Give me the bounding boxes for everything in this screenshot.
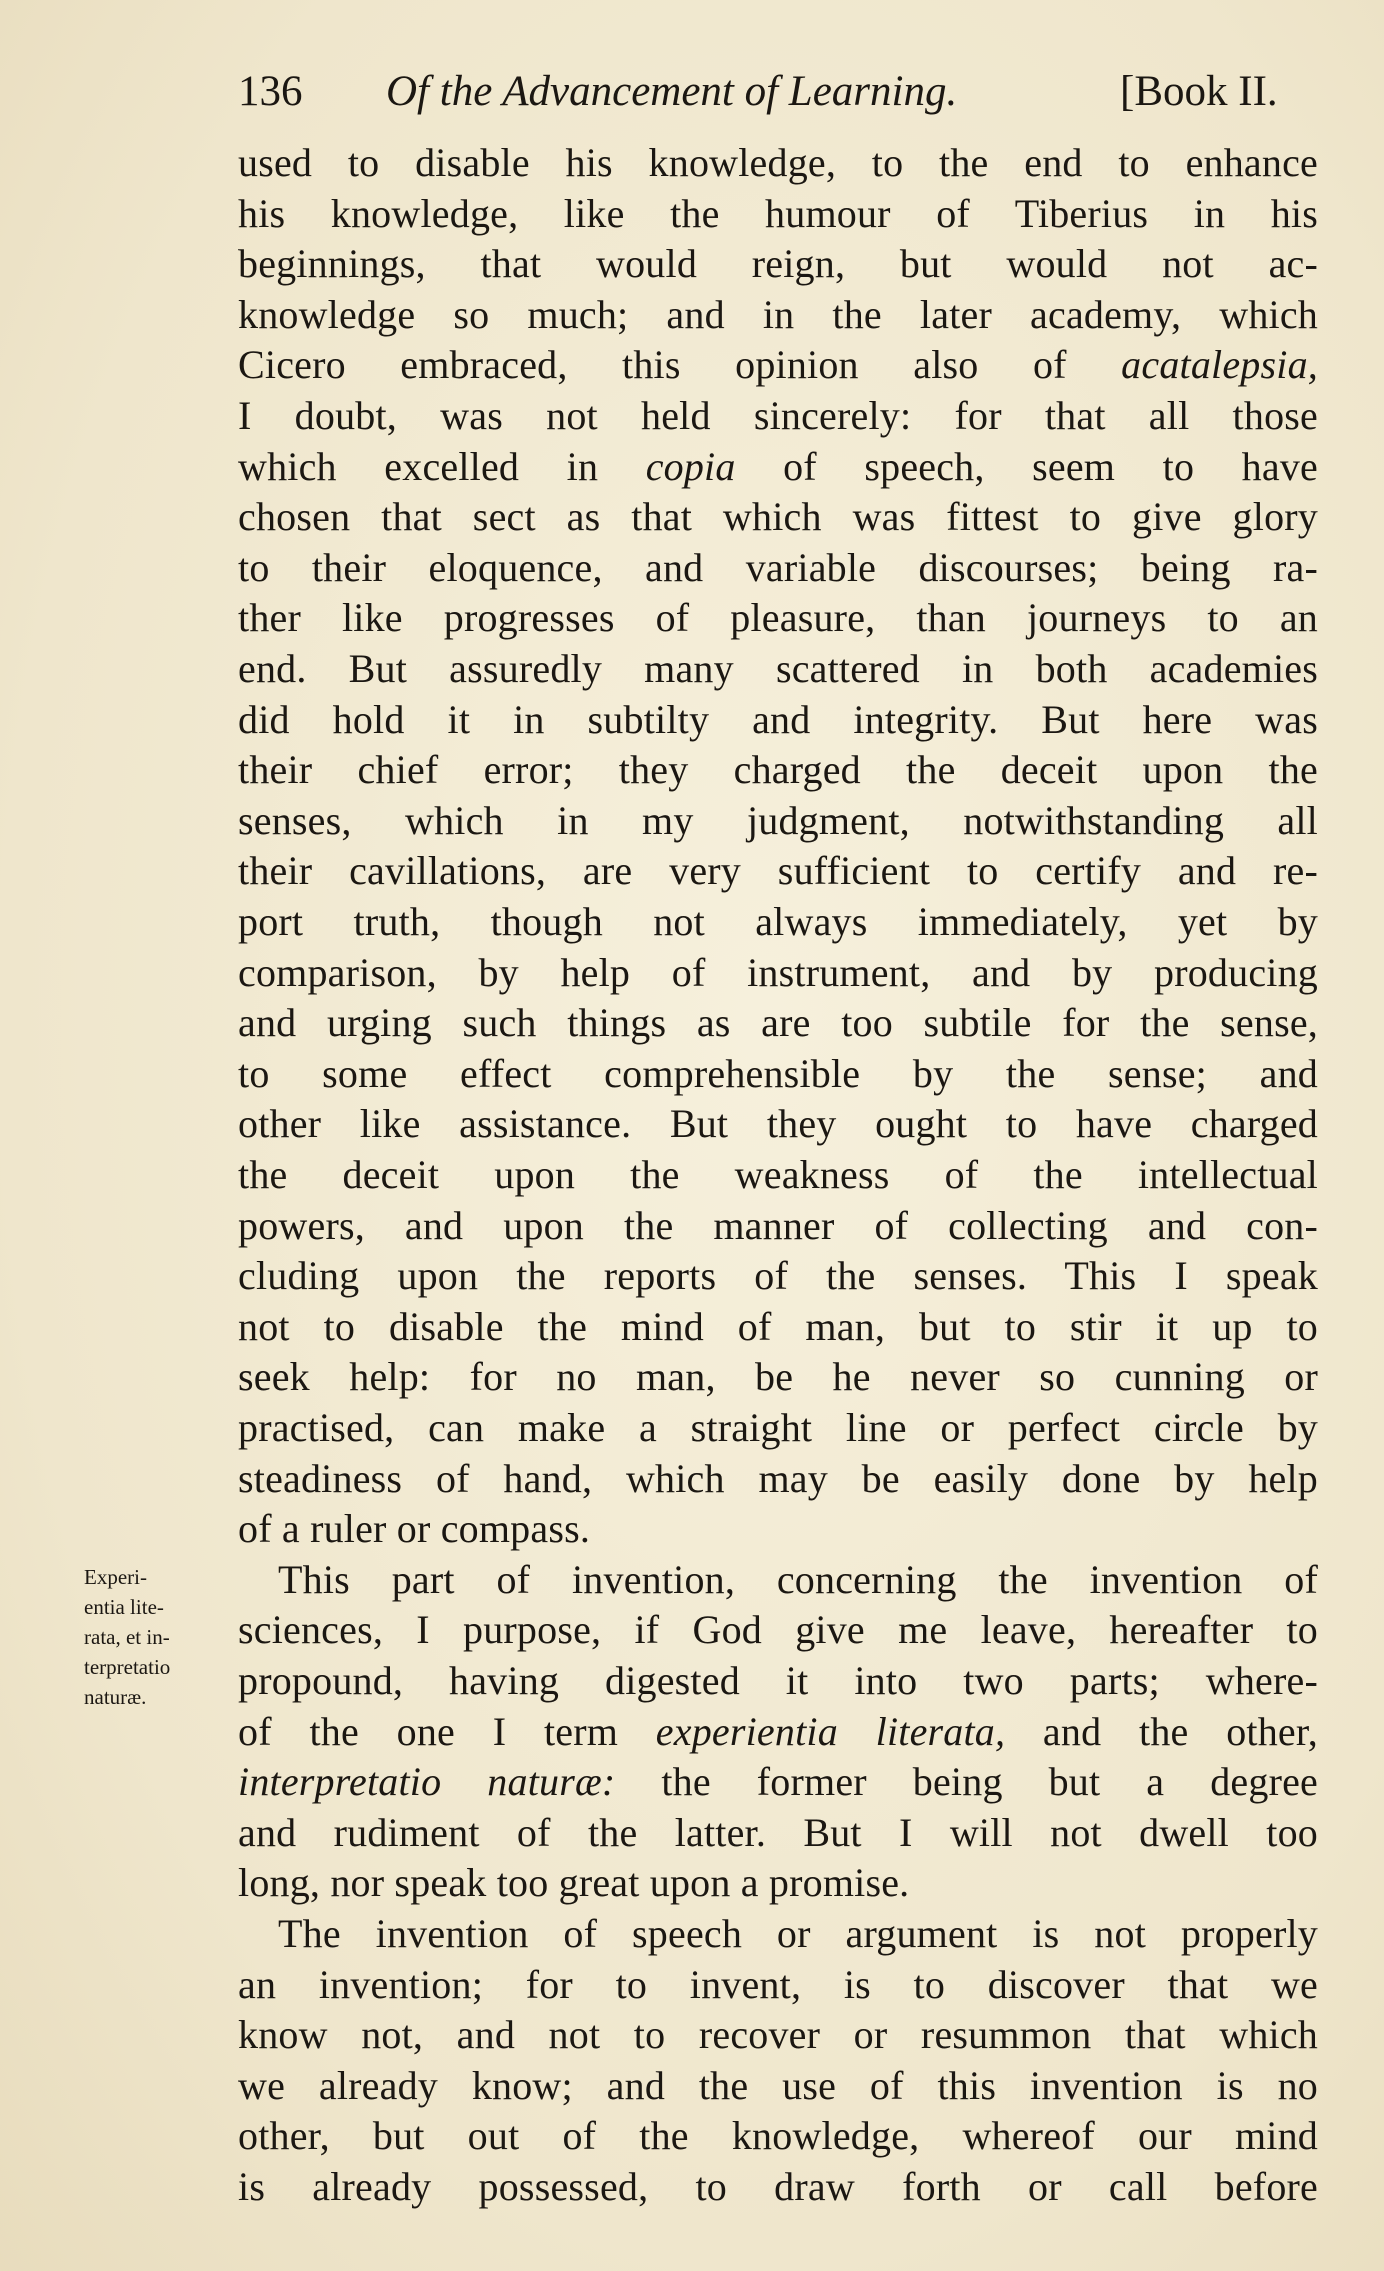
italic-segment: experientia literata, (655, 1708, 1006, 1754)
margin-note-line: terpretatio (84, 1655, 171, 1679)
text-line (238, 846, 1318, 896)
text-segment: and rudiment of the latter. But I will not dwell too (238, 1809, 1318, 1855)
text-segment: The invention of speech or argument is not properly (278, 1911, 1318, 1956)
text-segment: their cavillations, are very sufficient to certify and re- (238, 848, 1318, 894)
running-header (238, 62, 1318, 122)
text-line (238, 948, 1318, 998)
text-line (238, 2162, 1318, 2212)
text-segment: steadiness of hand, which may be easily done by help (238, 1455, 1318, 1501)
text-segment: is already possessed, to draw forth or call before (238, 2164, 1318, 2209)
text-segment: we already know; and the use of this invention is no (238, 2062, 1318, 2108)
text-line (238, 1504, 1318, 1554)
italic-segment: interpretatio naturæ: (238, 1759, 616, 1805)
text-segment: of speech, seem to have (735, 443, 1318, 489)
text-segment: senses, which in my judgment, notwithstanding all (238, 797, 1318, 843)
text-line (238, 593, 1318, 643)
text-line (238, 897, 1318, 947)
text-line (238, 1808, 1318, 1858)
margin-note-line: rata, et in- (84, 1625, 170, 1649)
text-line (238, 1049, 1318, 1099)
text-line (238, 543, 1318, 593)
text-line (238, 138, 1318, 188)
text-line (238, 1302, 1318, 1352)
text-line (238, 1757, 1318, 1807)
text-line (238, 1960, 1318, 2010)
text-line (238, 239, 1318, 289)
text-segment: to some effect comprehensible by the sense; and (238, 1050, 1318, 1096)
text-line (238, 1656, 1318, 1706)
text-segment: and the other, (1005, 1708, 1318, 1754)
text-segment: their chief error; they charged the deceit upon the (238, 747, 1318, 793)
text-segment: seek help: for no man, be he never so cunning or (238, 1354, 1318, 1400)
text-line (238, 1605, 1318, 1655)
margin-note (84, 1562, 234, 1712)
text-line (238, 1555, 1318, 1605)
text-segment: I doubt, was not held sincerely: for that all those (238, 393, 1318, 438)
text-segment: his knowledge, like the humour of Tiberius in his (238, 190, 1318, 236)
text-segment: practised, can make a straight line or perfect circle by (238, 1405, 1318, 1450)
text-segment: comparison, by help of instrument, and by producing (238, 949, 1318, 995)
text-line (238, 1150, 1318, 1200)
text-segment: knowledge so much; and in the later academy, which (238, 291, 1318, 337)
text-line (238, 189, 1318, 239)
text-segment: chosen that sect as that which was fittest to give glory (238, 494, 1318, 540)
text-line (238, 695, 1318, 745)
text-segment: of a ruler or compass. (238, 1506, 591, 1552)
running-title: Of the Advancement of Learning. (386, 68, 958, 115)
text-line (238, 745, 1318, 795)
text-segment: did hold it in subtilty and integrity. But here was (238, 696, 1318, 742)
page-number: 136 (238, 68, 303, 115)
text-segment: This part of invention, concerning the invention of (278, 1556, 1318, 1602)
text-line (238, 1707, 1318, 1757)
text-segment: not to disable the mind of man, but to stir it up to (238, 1303, 1318, 1349)
text-segment: beginnings, that would reign, but would not ac- (238, 241, 1318, 287)
text-line (238, 998, 1318, 1048)
text-line (238, 796, 1318, 846)
text-line (238, 1352, 1318, 1402)
text-line (238, 340, 1318, 390)
text-line (238, 2111, 1318, 2161)
text-segment: the former being but a degree (615, 1759, 1318, 1805)
text-segment: used to disable his knowledge, to the end to enhance (238, 140, 1318, 185)
text-line (238, 1099, 1318, 1149)
text-line (238, 1454, 1318, 1504)
text-line (238, 1201, 1318, 1251)
text-line (238, 1909, 1318, 1959)
text-segment: other like assistance. But they ought to have charged (238, 1101, 1318, 1147)
text-segment: powers, and upon the manner of collecting and con- (238, 1202, 1318, 1248)
italic-segment: copia (645, 443, 736, 489)
margin-note-line: entia lite- (84, 1595, 164, 1619)
text-line (238, 391, 1318, 441)
text-segment: an invention; for to invent, is to discover that we (238, 1961, 1318, 2007)
text-segment: end. But assuredly many scattered in both academies (238, 646, 1318, 691)
text-segment: cluding upon the reports of the senses. This I speak (238, 1253, 1318, 1299)
text-segment: ther like progresses of pleasure, than journeys to an (238, 595, 1318, 641)
text-segment: port truth, though not always immediately, yet by (238, 899, 1318, 944)
text-line (238, 442, 1318, 492)
italic-segment: acatalepsia, (1121, 342, 1318, 388)
margin-note-line: Experi- (84, 1565, 147, 1589)
text-segment: sciences, I purpose, if God give me leave, hereafter to (238, 1607, 1318, 1653)
text-segment: long, nor speak too great upon a promise. (238, 1860, 910, 1906)
text-segment: to their eloquence, and variable discourses; being ra- (238, 544, 1318, 590)
text-line (238, 2010, 1318, 2060)
text-segment: propound, having digested it into two parts; where- (238, 1658, 1318, 1703)
text-segment: other, but out of the knowledge, whereof our mind (238, 2113, 1318, 2159)
text-line (238, 644, 1318, 694)
text-segment: and urging such things as are too subtile for the sense, (238, 1000, 1318, 1046)
text-segment: which excelled in (238, 443, 646, 489)
text-line (238, 290, 1318, 340)
text-segment: know not, and not to recover or resummon that which (238, 2012, 1318, 2058)
text-segment: Cicero embraced, this opinion also of (238, 342, 1122, 388)
book-label: [Book II. (1120, 68, 1278, 115)
text-line (238, 1251, 1318, 1301)
text-segment: the deceit upon the weakness of the intellectual (238, 1152, 1318, 1197)
margin-note-line: naturæ. (84, 1685, 147, 1709)
text-line (238, 1858, 1318, 1908)
text-segment: of the one I term (238, 1708, 656, 1754)
text-line (238, 492, 1318, 542)
text-line (238, 2061, 1318, 2111)
text-line (238, 1403, 1318, 1453)
